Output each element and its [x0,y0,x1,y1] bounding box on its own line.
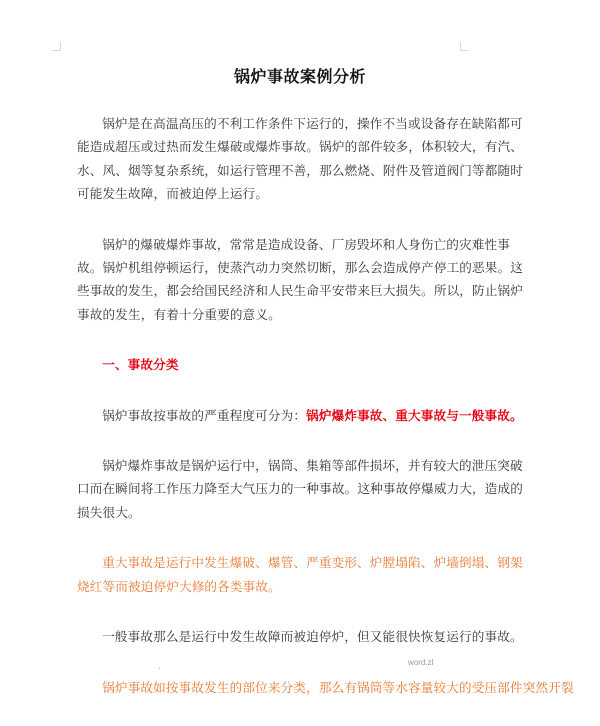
footer-dot: . [158,662,161,672]
paragraph-location-classification: 锅炉事故如按事故发生的部位来分类，那么有锅筒等水容量较大的受压部件突然开裂 [102,679,574,695]
paragraph-consequences: 锅炉的爆破爆炸事故，常常是造成设备、厂房毁坏和人身伤亡的灾难性事故。锅炉机组停顿运行，使蒸汽动力突然切断，那么会造成停产停工的恶果。这些事故的发生，都会给国民经济和人民生命平安带来巨大损失。所以，防止锅炉事故的发生，有着十分重要的意义。 [77,236,524,322]
classification-types-highlight: 锅炉爆炸事故、重大事故与一般事故。 [306,407,523,423]
paragraph-classification [77,404,530,427]
page-title: 锅炉事故案例分析 [233,67,366,86]
footer-watermark: word.zl [408,658,434,667]
classification-intro-text: 锅炉事故按事故的严重程度可分为： [102,407,307,423]
paragraph-major-accident: 重大事故是运行中发生爆破、爆管、严重变形、炉膛塌陷、炉墙倒塌、钢架烧红等而被迫停炉大修的各类事故。 [77,555,523,594]
paragraph-intro: 锅炉是在高温高压的不利工作条件下运行的，操作不当或设备存在缺陷都可能造成超压或过热而发生爆破或爆炸事故。锅炉的部件较多，体积较大，有汽、水、风、烟等复杂系统，如运行管理不善，那么燃烧、附件及管道阀门等都随时可能发生故障，而被迫停上运行。 [77,116,524,202]
paragraph-explosion-accident: 锅炉爆炸事故是锅炉运行中，锅筒、集箱等部件损坏，并有较大的泄压突破口而在瞬间将工作压力降至大气压力的一种事故。这种事故停爆威力大，造成的损失很大。 [77,458,524,520]
crop-mark-top-right [460,42,469,51]
crop-mark-top-left [52,42,61,51]
section-heading-accident-classification: 一、事故分类 [102,357,179,373]
document-body [77,112,574,726]
paragraph-general-accident: 一般事故那么是运行中发生故障而被迫停炉，但又能很快恢复运行的事故。 [102,629,523,645]
